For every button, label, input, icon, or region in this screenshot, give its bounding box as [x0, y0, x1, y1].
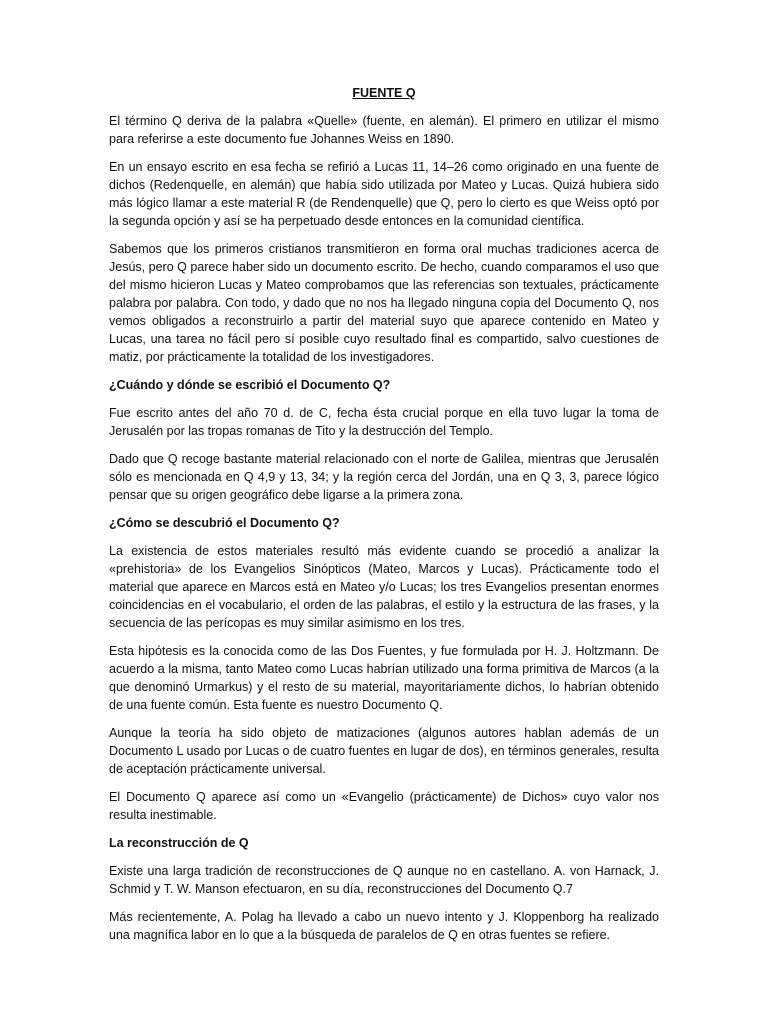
- paragraph-synoptics: La existencia de estos materiales resultó más evidente cuando se procedió a analizar la «prehistoria» de los Evangelios Sinópticos (Mateo, Marcos y Lucas). Prácticamente todo el material que aparece en Marcos está en Mateo y/o Lucas; los tres Evangelios presentan enormes coincidencias en el vocabulario, el orden de las palabras, el estilo y la estructura de las frases, y la secuencia de las perícopas es muy similar asimismo en los tres.: [109, 544, 659, 630]
- paragraph-essay: En un ensayo escrito en esa fecha se refirió a Lucas 11, 14–26 como originado en una fuente de dichos (Redenquelle, en alemán) que había sido utilizada por Mateo y Lucas. Quizá hubiera sido más lógico llamar a este material R (de Rendenquelle) que Q, pero lo cierto es que Weiss optó por la segunda opción y así se ha perpetuado desde entonces en la comunidad científica.: [109, 160, 659, 228]
- paragraph-two-sources: Esta hipótesis es la conocida como de las Dos Fuentes, y fue formulada por H. J. Holtzmann. De acuerdo a la misma, tanto Mateo como Lucas habrían utilizado una forma primitiva de Marcos (a la que denominó Urmarkus) y el resto de su material, mayoritariamente dichos, lo habrían obtenido de una fuente común. Esta fuente es nuestro Documento Q.: [109, 644, 659, 712]
- paragraph-recent: Más recientemente, A. Polag ha llevado a cabo un nuevo intento y J. Kloppenborg ha realizado una magnífica labor en lo que a la búsqueda de paralelos de Q en otras fuentes se refiere.: [109, 910, 659, 942]
- document-body: [109, 84, 659, 954]
- paragraph-reconstructions: Existe una larga tradición de reconstrucciones de Q aunque no en castellano. A. von Harnack, J. Schmid y T. W. Manson efectuaron, en su día, reconstrucciones del Documento Q.7: [109, 864, 659, 896]
- paragraph-oral-tradition: Sabemos que los primeros cristianos transmitieron en forma oral muchas tradiciones acerca de Jesús, pero Q parece haber sido un documento escrito. De hecho, cuando comparamos el uso que del mismo hicieron Lucas y Mateo comprobamos que las referencias son textuales, prácticamente palabra por palabra. Con todo, y dado que no nos ha llegado ninguna copia del Documento Q, nos vemos obligados a reconstruirlo a partir del material suyo que aparece contenido en Mateo y Lucas, una tarea no fácil pero sí posible cuyo resultado final es compartido, salvo cuestiones de matiz, por prácticamente la totalidad de los investigadores.: [109, 242, 659, 364]
- section-heading-discovery: ¿Cómo se descubrió el Documento Q?: [109, 516, 340, 530]
- paragraph-gospel-of-sayings: El Documento Q aparece así como un «Evangelio (prácticamente) de Dichos» cuyo valor nos resulta inestimable.: [109, 790, 659, 822]
- paragraph-intro: El término Q deriva de la palabra «Quelle» (fuente, en alemán). El primero en utilizar el mismo para referirse a este documento fue Johannes Weiss en 1890.: [109, 114, 659, 146]
- document-title: FUENTE Q: [352, 86, 416, 100]
- section-heading-reconstruction: La reconstrucción de Q: [109, 836, 249, 850]
- section-heading-when-where: ¿Cuándo y dónde se escribió el Documento Q?: [109, 378, 391, 392]
- paragraph-date: Fue escrito antes del año 70 d. de C, fecha ésta crucial porque en ella tuvo lugar la toma de Jerusalén por las tropas romanas de Tito y la destrucción del Templo.: [109, 406, 659, 438]
- paragraph-galilee: Dado que Q recoge bastante material relacionado con el norte de Galilea, mientras que Jerusalén sólo es mencionada en Q 4,9 y 13, 34; y la región cerca del Jordán, una en Q 3, 3, parece lógico pensar que su origen geográfico debe ligarse a la primera zona.: [109, 452, 659, 502]
- paragraph-theory: Aunque la teoría ha sido objeto de matizaciones (algunos autores hablan además de un Documento L usado por Lucas o de cuatro fuentes en lugar de dos), en términos generales, resulta de aceptación prácticamente universal.: [109, 726, 659, 776]
